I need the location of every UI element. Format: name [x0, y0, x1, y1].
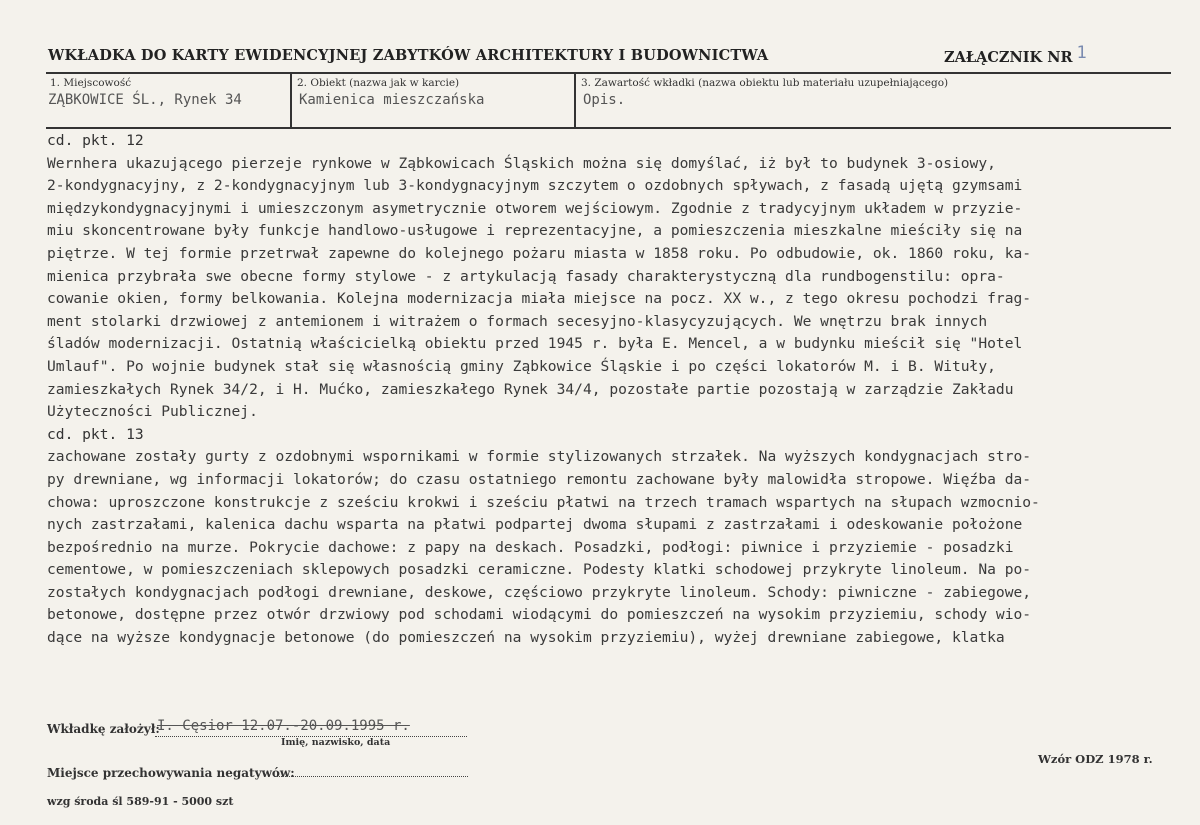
text-line: Użyteczności Publicznej.	[47, 403, 258, 421]
author-label: Wkładkę założył:	[47, 722, 160, 736]
text-line: międzykondygnacyjnymi i umieszczonym asymetrycznie otworem wejściowym. Zgodnie z tradycyjnym układem w przyzie-	[47, 199, 1023, 217]
section-heading: cd. pkt. 13	[47, 425, 144, 443]
author-caption: Imię, nazwisko, data	[281, 737, 391, 748]
form-title: WKŁADKA DO KARTY EWIDENCYJNEJ ZABYTKÓW ARCHITEKTURY I BUDOWNICTWA	[48, 47, 769, 64]
text-line: miu skoncentrowane były funkcje handlowo-usługowe i reprezentacyjne, a pomieszczenia mieszkalne mieściły się na	[47, 222, 1023, 240]
contents-value: Opis.	[583, 92, 626, 108]
text-line: zachowane zostały gurty z ozdobnymi wspornikami w formie stylizowanych strzałek. Na wyższych kondygnacjach stro-	[47, 448, 1032, 466]
text-line: zamieszkałych Rynek 34/2, i H. Mućko, zamieszkałego Rynek 34/4, pozostałe partie pozostają w zarządzie Zakładu	[47, 380, 1014, 398]
header-divider-2	[574, 73, 576, 128]
attachment-label	[944, 43, 1087, 67]
author-value: I. Cęsior 12.07.-20.09.1995 r.	[157, 718, 410, 734]
text-line: piętrze. W tej formie przetrwał zapewne do kolejnego pożaru miasta w 1858 roku. Po odbudowie, ok. 1860 roku, ka-	[47, 244, 1032, 262]
text-line: dące na wyższe kondygnacje betonowe (do pomieszczeń na wysokim przyziemiu), wyżej drewniane zabiegowe, klatka	[47, 629, 1005, 647]
header-bottom-rule	[46, 127, 1171, 129]
locality-value: ZĄBKOWICE ŚL., Rynek 34	[48, 92, 242, 108]
text-line: chowa: uproszczone konstrukcje z sześciu krokwi i sześciu płatwi na trzech tramach wspartych na słupach wzmocnio-	[47, 493, 1040, 511]
attachment-label-text: ZAŁĄCZNIK NR	[944, 49, 1073, 66]
text-line: py drewniane, wg informacji lokatorów; do czasu ostatniego remontu zachowane były malowidła stropowe. Więźba da-	[47, 470, 1032, 488]
text-line: betonowe, dostępne przez otwór drzwiowy pod schodami wiodącymi do pomieszczeń na wysokim przyziemiu, schody wio-	[47, 606, 1032, 624]
object-value: Kamienica mieszczańska	[299, 92, 485, 108]
locality-label: 1. Miejscowość	[50, 77, 132, 89]
header-divider-1	[290, 73, 292, 128]
header-top-rule	[46, 72, 1171, 74]
text-line: Umlauf". Po wojnie budynek stał się własnością gminy Ząbkowice Śląskie i po części lokatorów M. i B. Wituły,	[47, 357, 996, 375]
section-heading: cd. pkt. 12	[47, 132, 144, 149]
print-info: wzg środa śl 589-91 - 5000 szt	[47, 795, 234, 808]
text-line: ment stolarki drzwiowej z antemionem i witrażem o formach secesyjno-klasycyzujących. We wnętrzu brak innych	[47, 312, 988, 330]
text-line: nych zastrzałami, kalenica dachu wsparta na płatwi podpartej dwoma słupami z zastrzałami i odeskowanie położone	[47, 516, 1023, 534]
text-line: cementowe, w pomieszczeniach sklepowych posadzki ceramiczne. Podesty klatki schodowej przykryte linoleum. Na po-	[47, 561, 1032, 579]
negatives-location-label: Miejsce przechowywania negatywów:	[47, 766, 295, 780]
text-line: 2-kondygnacyjny, z 2-kondygnacyjnym lub 3-kondygnacyjnym szczytem o ozdobnych spływach, z fasadą ujętą gzymsami	[47, 177, 1023, 195]
text-line: Wernhera ukazującego pierzeje rynkowe w Ząbkowicach Śląskich można się domyślać, iż był to budynek 3-osiowy,	[47, 154, 996, 172]
contents-label: 3. Zawartość wkładki (nazwa obiektu lub materiału uzupełniającego)	[581, 77, 949, 89]
text-line: śladów modernizacji. Ostatnią właścicielką obiektu przed 1945 r. była E. Mencel, a w budynku mieścił się "Hotel	[47, 335, 1023, 353]
text-line: cowanie okien, formy belkowania. Kolejna modernizacja miała miejsce na pocz. XX w., z tego okresu pochodzi frag-	[47, 290, 1032, 308]
attachment-number: 1	[1076, 43, 1087, 63]
description-body	[47, 130, 1177, 650]
text-line: mienica przybrała swe obecne formy stylowe - z artykulacją fasady charakterystyczną dla rundbogenstilu: opra-	[47, 267, 1005, 285]
object-label: 2. Obiekt (nazwa jak w karcie)	[297, 77, 460, 89]
text-line: bezpośrednio na murze. Pokrycie dachowe: z papy na deskach. Posadzki, podłogi: piwnice i przyziemie - posadzki	[47, 538, 1014, 556]
form-model: Wzór ODZ 1978 r.	[1038, 752, 1153, 766]
text-line: zostałych kondygnacjach podłogi drewniane, deskowe, częściowo przykryte linoleum. Schody: piwniczne - zabiegowe,	[47, 583, 1032, 601]
negatives-dotted-line	[274, 776, 468, 777]
